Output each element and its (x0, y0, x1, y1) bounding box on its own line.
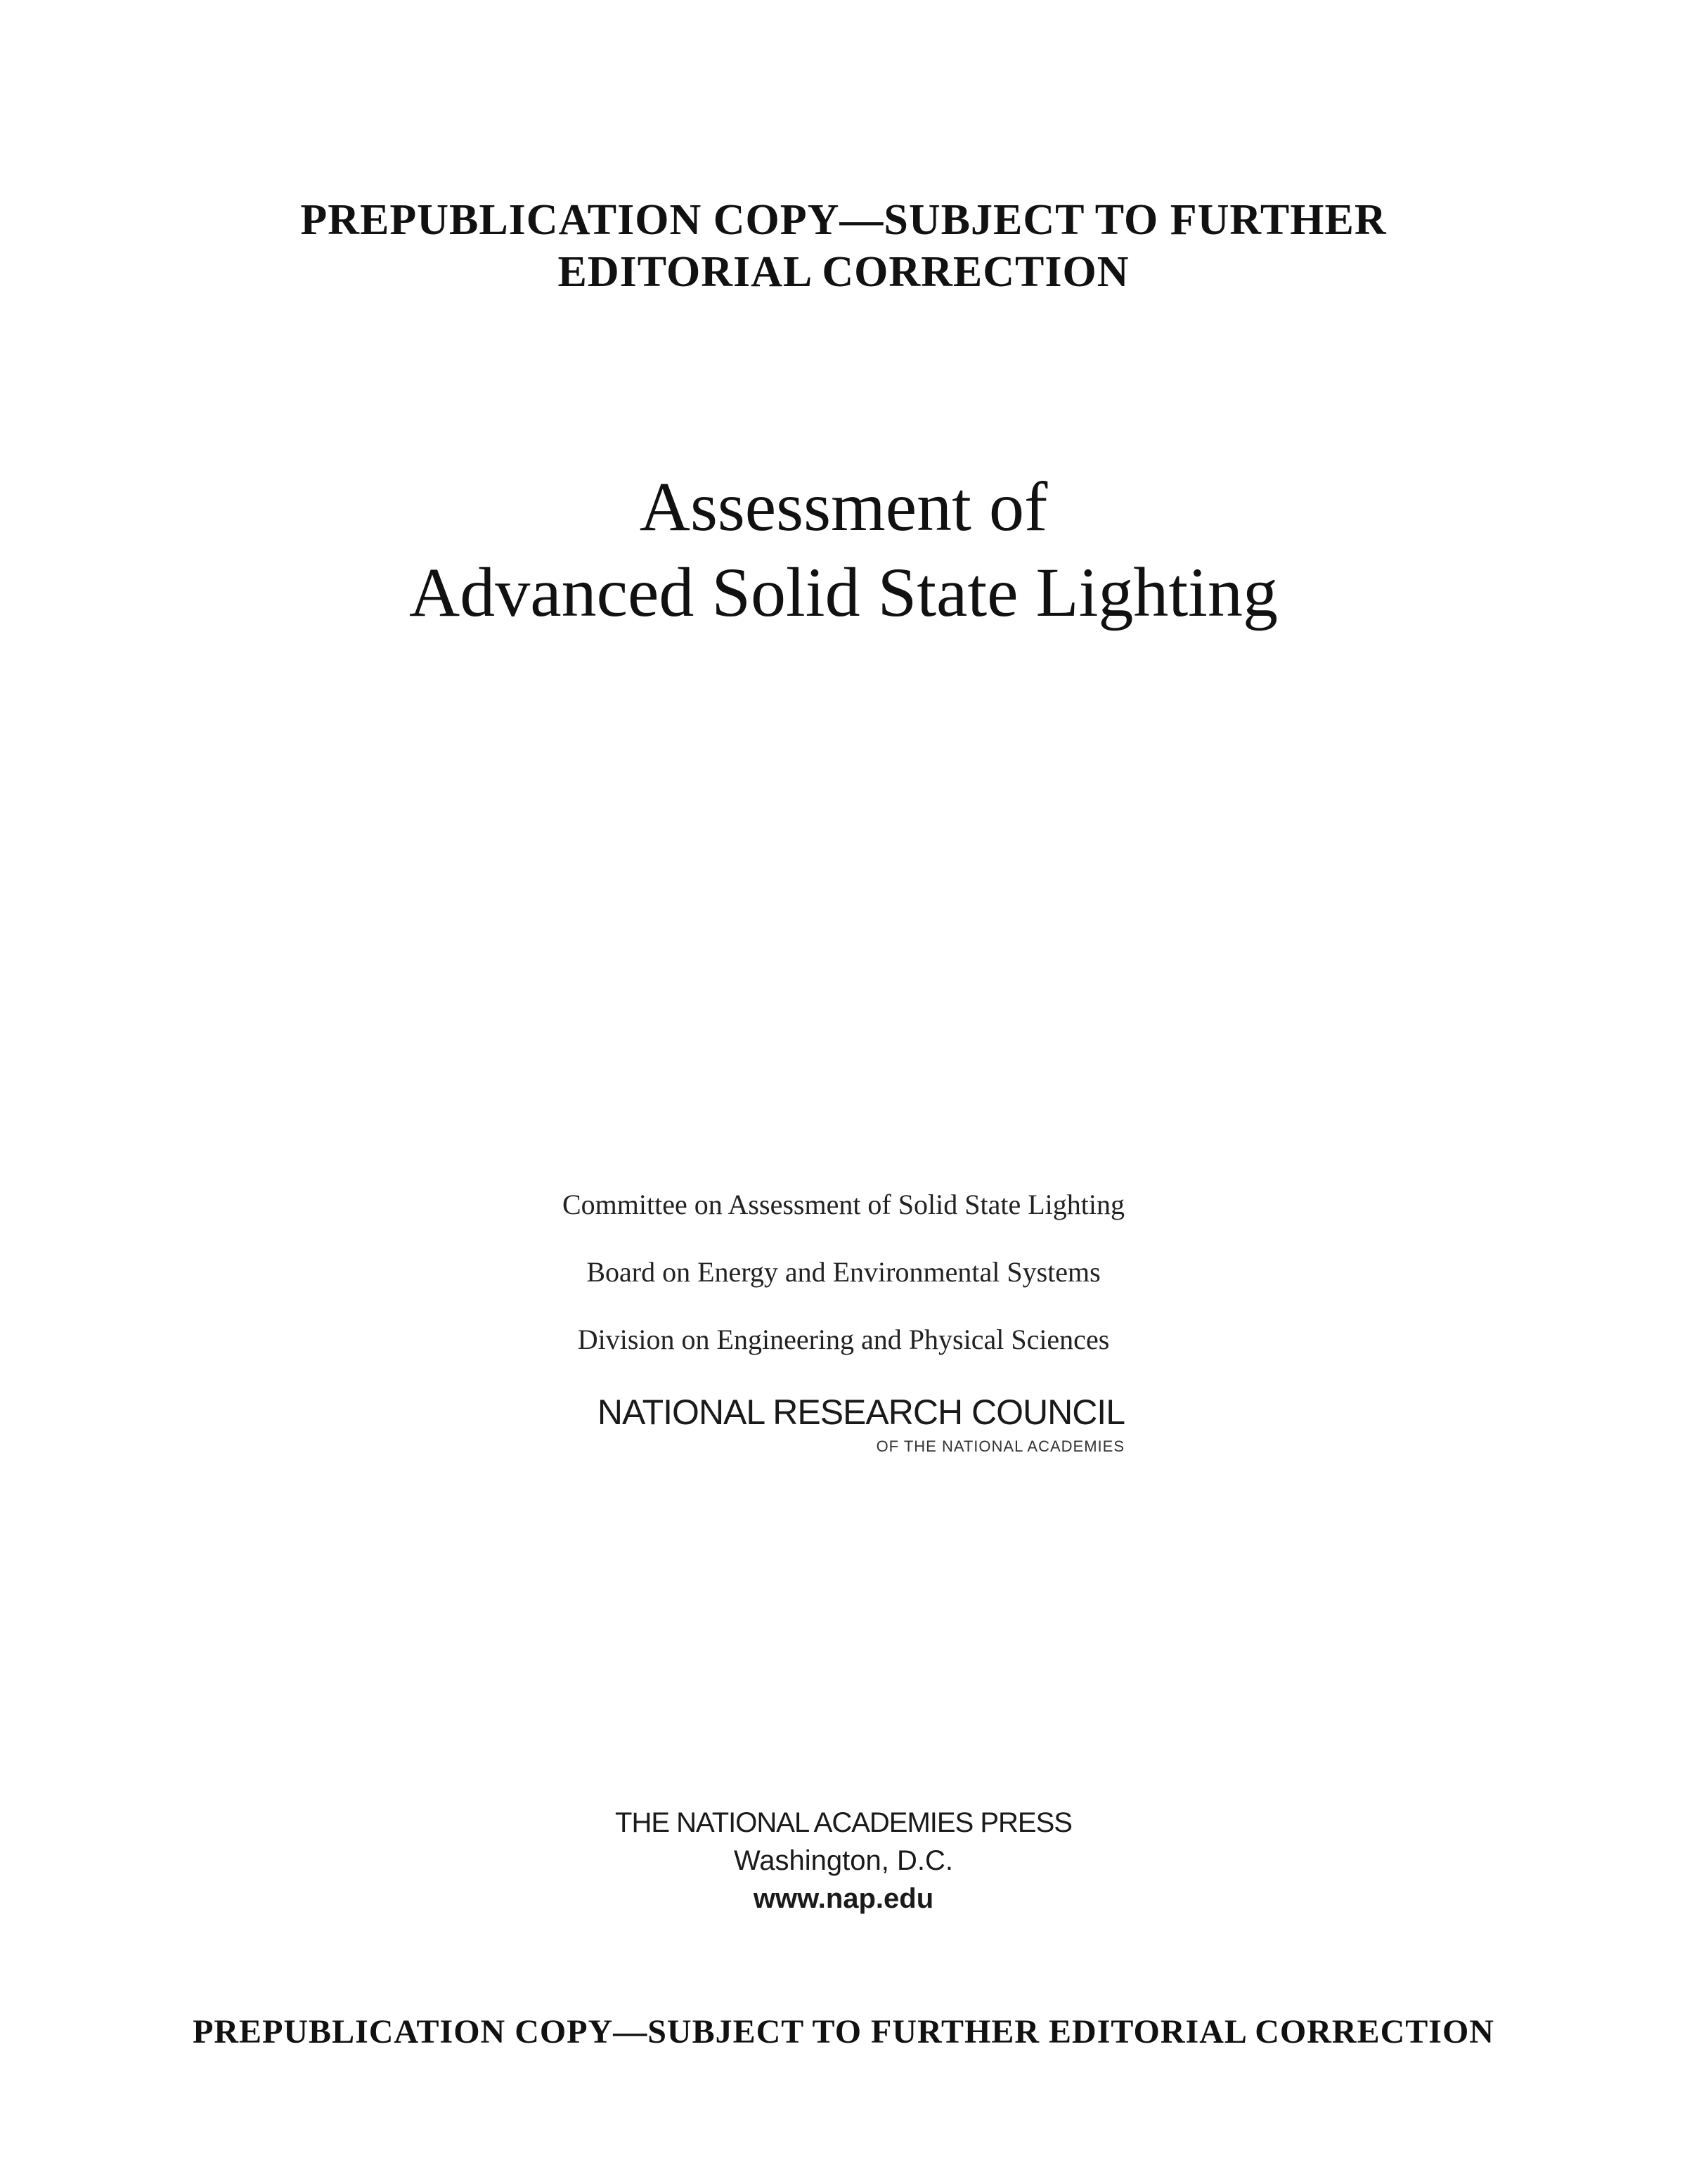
publisher-name: THE NATIONAL ACADEMIES PRESS (615, 1807, 1072, 1838)
publisher-block (0, 1804, 1687, 1918)
header-notice-line-2: EDITORIAL CORRECTION (557, 248, 1130, 296)
organization-lines (0, 1188, 1687, 1390)
footer-notice: PREPUBLICATION COPY—SUBJECT TO FURTHER EDITORIAL CORRECTION (193, 2013, 1494, 2050)
committee-name: Committee on Assessment of Solid State Lighting (562, 1189, 1125, 1220)
header-notice (0, 194, 1687, 298)
nrc-logo-text: NATIONAL RESEARCH COUNCIL (597, 1393, 1125, 1432)
nrc-logo (562, 1392, 1125, 1456)
publisher-city: Washington, D.C. (734, 1845, 953, 1876)
title-line-2: Advanced Solid State Lighting (409, 553, 1278, 631)
title-line-1: Assessment of (639, 467, 1048, 545)
board-name: Board on Energy and Environmental Systems (586, 1256, 1101, 1288)
nrc-logo-subtext: OF THE NATIONAL ACADEMIES (876, 1437, 1125, 1455)
publisher-url: www.nap.edu (753, 1883, 934, 1914)
document-title (0, 464, 1687, 635)
header-notice-line-1: PREPUBLICATION COPY—SUBJECT TO FURTHER (300, 196, 1387, 244)
division-name: Division on Engineering and Physical Sciences (577, 1324, 1110, 1355)
